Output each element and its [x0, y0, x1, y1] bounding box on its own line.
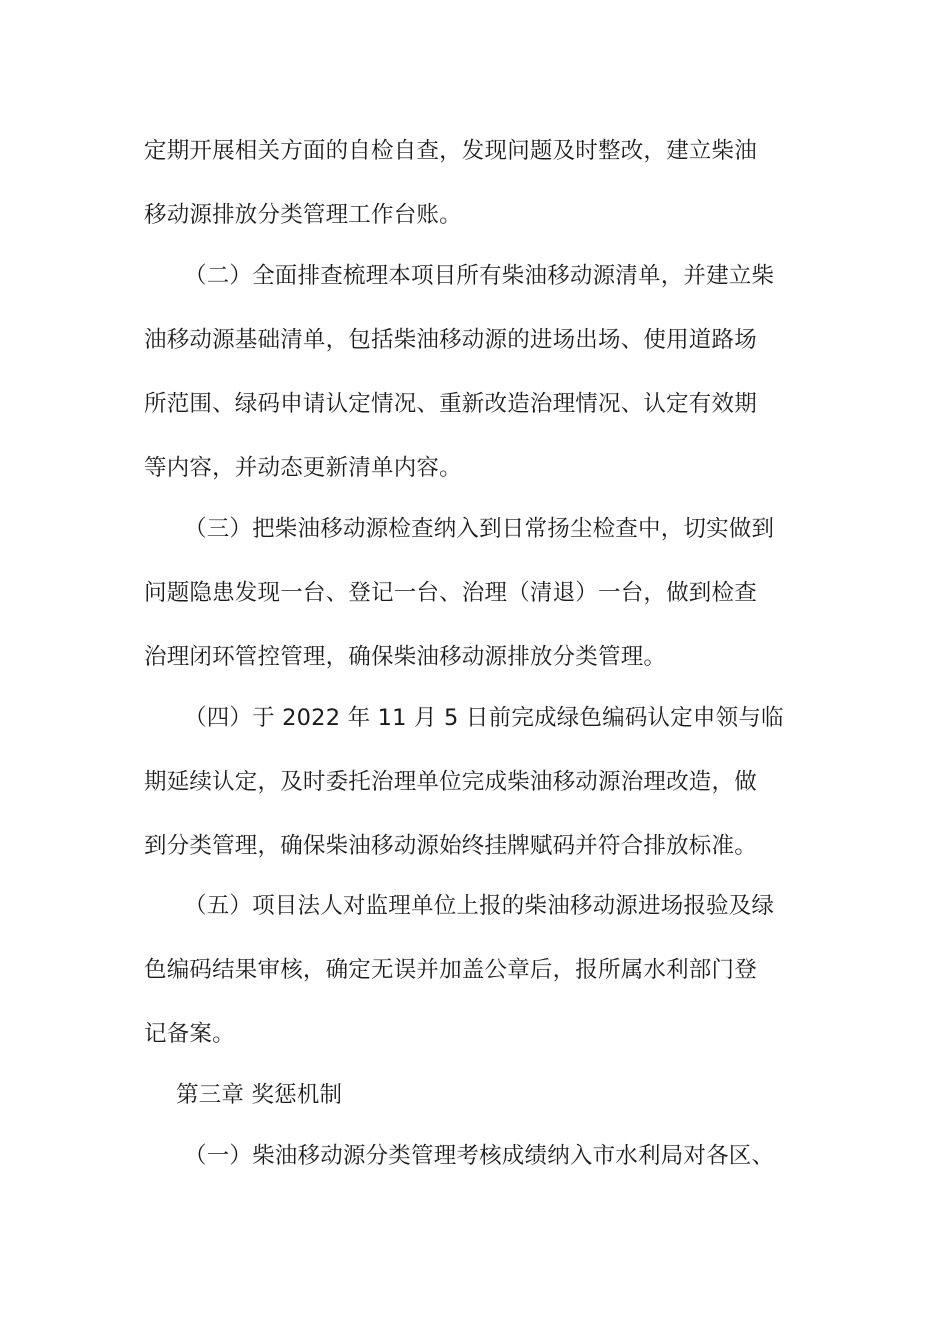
paragraph-2-line: （二）全面排查梳理本项目所有柴油移动源清单，并建立柴: [184, 263, 775, 289]
text-line: 到分类管理，确保柴油移动源始终挂牌赋码并符合排放标准。: [144, 833, 757, 859]
text-line: 治理闭环管控管理，确保柴油移动源排放分类管理。: [144, 644, 667, 670]
paragraph-3-line: （三）把柴油移动源检查纳入到日常扬尘检查中，切实做到: [184, 516, 775, 542]
chapter-heading: 第三章 奖惩机制: [176, 1082, 343, 1108]
text-line: 移动源排放分类管理工作台账。: [144, 202, 462, 228]
text-line: 等内容，并动态更新清单内容。: [144, 455, 462, 481]
text-line: 期延续认定，及时委托治理单位完成柴油移动源治理改造，做: [144, 769, 757, 795]
text-line: 定期开展相关方面的自检自查，发现问题及时整改，建立柴油: [144, 138, 757, 164]
text-line: 记备案。: [144, 1021, 235, 1047]
text-line: 油移动源基础清单，包括柴油移动源的进场出场、使用道路场: [144, 327, 757, 353]
paragraph-5-line: （五）项目法人对监理单位上报的柴油移动源进场报验及绿: [184, 893, 775, 919]
paragraph-4-line: （四）于 2022 年 11 月 5 日前完成绿色编码认定申领与临: [184, 705, 784, 731]
text-line: 色编码结果审核，确定无误并加盖公章后，报所属水利部门登: [144, 957, 757, 983]
paragraph-6-line: （一）柴油移动源分类管理考核成绩纳入市水利局对各区、: [184, 1143, 775, 1169]
text-line: 所范围、绿码申请认定情况、重新改造治理情况、认定有效期: [144, 391, 757, 417]
text-line: 问题隐患发现一台、登记一台、治理（清退）一台，做到检查: [144, 580, 757, 606]
